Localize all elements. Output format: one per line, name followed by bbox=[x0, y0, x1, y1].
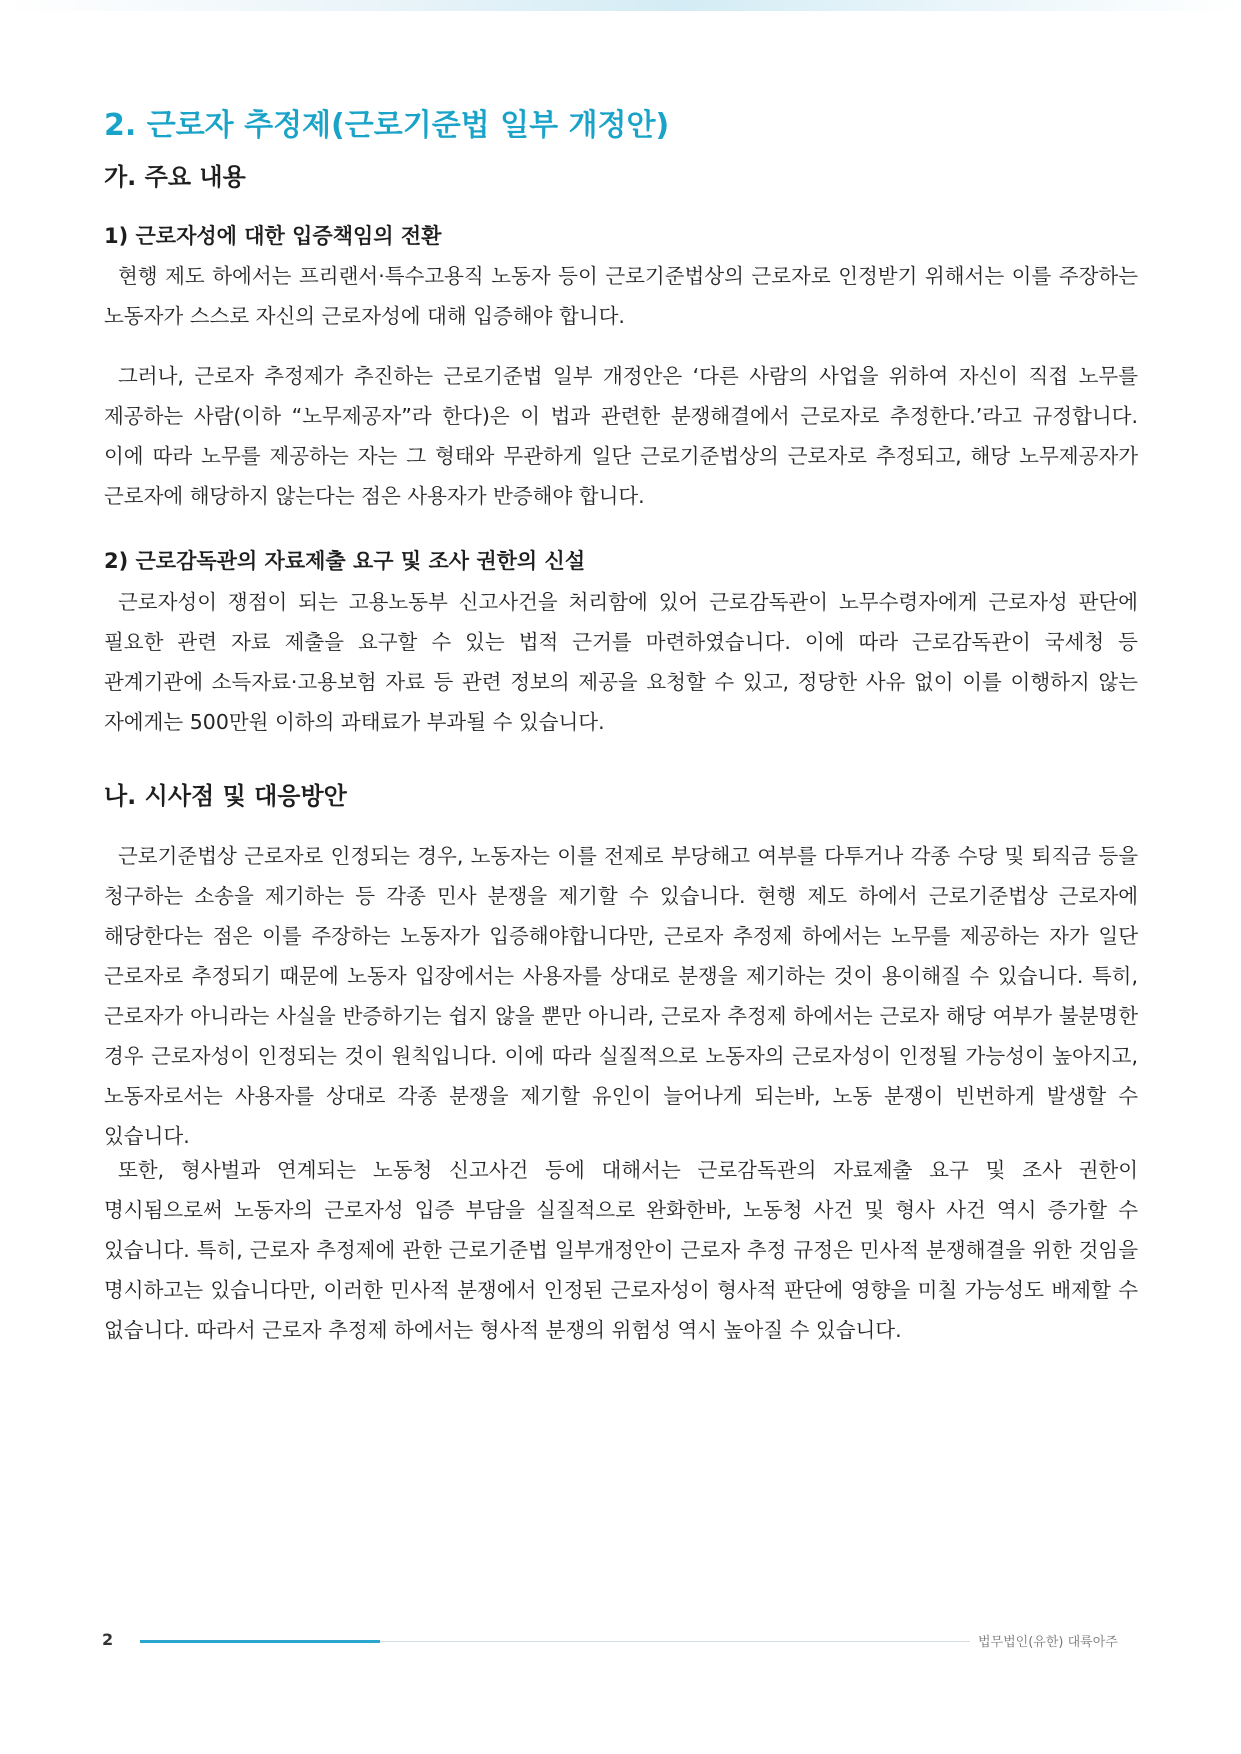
subsection-b-paragraph-2: 또한, 형사벌과 연계되는 노동청 신고사건 등에 대해서는 근로감독관의 자료제출 요구 및 조사 권한이 명시됨으로써 노동자의 근로자성 입증 부담을 실질적으로 완화한바, 노동청 사건 및 형사 사건 역시 증가할 수 있습니다. 특히, 근로자 추정제에 관한 근로기준법 일부개정안이 근로자 추정 규정은 민사적 분쟁해결을 위한 것임을 명시하고는 있습니다만, 이러한 민사적 분쟁에서 인정된 근로자성이 형사적 판단에 영향을 미칠 가능성도 배제할 수 없습니다. 따라서 근로자 추정제 하에서는 형사적 분쟁의 위험성 역시 높아질 수 있습니다. bbox=[104, 1158, 1138, 1342]
page-number: 2 bbox=[102, 1630, 114, 1649]
top-decorative-bar bbox=[0, 0, 1241, 11]
item1-paragraph-1: 현행 제도 하에서는 프리랜서·특수고용직 노동자 등이 근로기준법상의 근로자로 인정받기 위해서는 이를 주장하는 노동자가 스스로 자신의 근로자성에 대해 입증해야 합니다. bbox=[104, 264, 1138, 328]
section-title: 2. 근로자 추정제(근로기준법 일부 개정안) bbox=[104, 108, 670, 143]
footer-divider-line bbox=[380, 1641, 970, 1642]
subsection-b-paragraph-1: 근로기준법상 근로자로 인정되는 경우, 노동자는 이를 전제로 부당해고 여부를 다투거나 각종 수당 및 퇴직금 등을 청구하는 소송을 제기하는 등 각종 민사 분쟁을 제기할 수 있습니다. 현행 제도 하에서 근로기준법상 근로자에 해당한다는 점은 이를 주장하는 노동자가 입증해야합니다만, 근로자 추정제 하에서는 노무를 제공하는 자가 일단 근로자로 추정되기 때문에 노동자 입장에서는 사용자를 상대로 분쟁을 제기하는 것이 용이해질 수 있습니다. 특히, 근로자가 아니라는 사실을 반증하기는 쉽지 않을 뿐만 아니라, 근로자 추정제 하에서는 근로자 해당 여부가 불분명한 경우 근로자성이 인정되는 것이 원칙입니다. 이에 따라 실질적으로 노동자의 근로자성이 인정될 가능성이 높아지고, 노동자로서는 사용자를 상대로 각종 분쟁을 제기할 유인이 늘어나게 되는바, 노동 분쟁이 빈번하게 발생할 수 있습니다. bbox=[104, 844, 1138, 1148]
item1-paragraph-2: 그러나, 근로자 추정제가 추진하는 근로기준법 일부 개정안은 ‘다른 사람의 사업을 위하여 자신이 직접 노무를 제공하는 사람(이하 “노무제공자”라 한다)은 이 법과 관련한 분쟁해결에서 근로자로 추정한다.’라고 규정합니다. 이에 따라 노무를 제공하는 자는 그 형태와 무관하게 일단 근로기준법상의 근로자로 추정되고, 해당 노무제공자가 근로자에 해당하지 않는다는 점은 사용자가 반증해야 합니다. bbox=[104, 364, 1138, 508]
footer-brand: 법무법인(유한) 대륙아주 bbox=[978, 1635, 1118, 1650]
footer-accent-line bbox=[140, 1640, 380, 1643]
item2-title: 2) 근로감독관의 자료제출 요구 및 조사 권한의 신설 bbox=[104, 549, 586, 573]
item1-title: 1) 근로자성에 대한 입증책임의 전환 bbox=[104, 224, 442, 248]
item2-paragraph-1: 근로자성이 쟁점이 되는 고용노동부 신고사건을 처리함에 있어 근로감독관이 노무수령자에게 근로자성 판단에 필요한 관련 자료 제출을 요구할 수 있는 법적 근거를 마련하였습니다. 이에 따라 근로감독관이 국세청 등 관계기관에 소득자료·고용보험 자료 등 관련 정보의 제공을 요청할 수 있고, 정당한 사유 없이 이를 이행하지 않는 자에게는 500만원 이하의 과태료가 부과될 수 있습니다. bbox=[104, 590, 1138, 734]
subsection-a-title: 가. 주요 내용 bbox=[104, 163, 246, 191]
subsection-b-title: 나. 시사점 및 대응방안 bbox=[104, 782, 347, 810]
